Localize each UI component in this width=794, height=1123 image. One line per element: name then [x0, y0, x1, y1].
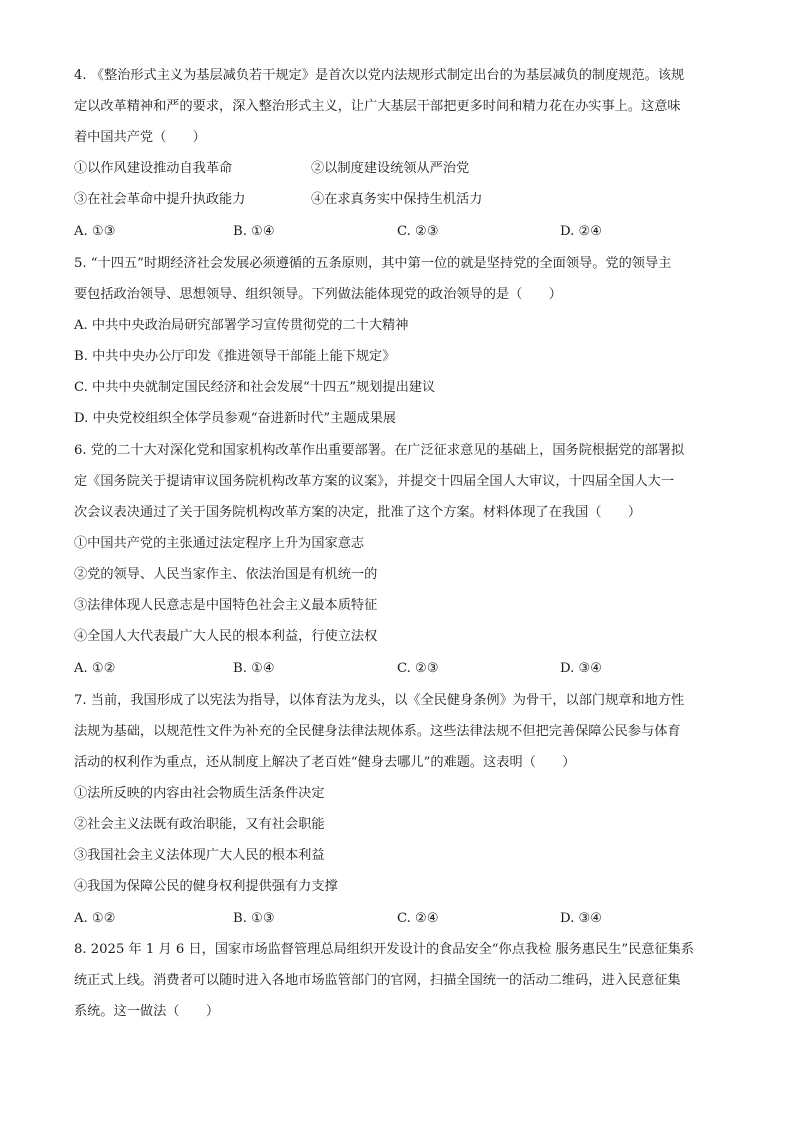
- q6-option-c: C. ②③: [397, 661, 439, 676]
- q6-item-4: ④全国人大代表最广大人民的根本利益，行使立法权: [74, 629, 378, 644]
- q6-item-2: ②党的领导、人民当家作主、依法治国是有机统一的: [74, 567, 378, 582]
- q4-option-a: A. ①③: [74, 224, 116, 239]
- q4-item-2: ②以制度建设统领从严治党: [311, 161, 470, 176]
- q4-item-4: ④在求真务实中保持生机活力: [311, 192, 483, 207]
- q5-stem-line-2: 要包括政治领导、思想领导、组织领导。下列做法能体现党的政治领导的是（ ）: [74, 287, 562, 302]
- q4-stem-line-3: 着中国共产党（ ）: [74, 130, 206, 145]
- q6-stem-line-2: 定《国务院关于提请审议国务院机构改革方案的议案》，并提交十四届全国人大审议，十四届全国人大一: [74, 474, 675, 489]
- q7-option-d: D. ③④: [560, 911, 603, 926]
- q7-stem-line-1: 7. 当前，我国形成了以宪法为指导，以体育法为龙头，以《全民健身条例》为骨干，以部门规章和地方性: [74, 693, 685, 708]
- q6-option-b: B. ①④: [233, 661, 275, 676]
- q5-choice-a: A. 中共中央政治局研究部署学习宣传贯彻党的二十大精神: [74, 318, 409, 333]
- q8-stem-line-2: 统正式上线。消费者可以随时进入各地市场监管部门的官网，扫描全国统一的活动二维码，进入民意征集: [74, 973, 681, 988]
- q7-item-4: ④我国为保障公民的健身权利提供强有力支撑: [74, 879, 338, 894]
- q6-stem-line-3: 次会议表决通过了关于国务院机构改革方案的决定，批准了这个方案。材料体现了在我国（ ）: [74, 505, 642, 520]
- q7-option-c: C. ②④: [397, 911, 439, 926]
- q5-choice-c: C. 中共中央就制定国民经济和社会发展“十四五”规划提出建议: [74, 380, 436, 395]
- q7-item-1: ①法所反映的内容由社会物质生活条件决定: [74, 786, 325, 801]
- q6-item-3: ③法律体现人民意志是中国特色社会主义最本质特征: [74, 598, 378, 613]
- q6-stem-line-1: 6. 党的二十大对深化党和国家机构改革作出重要部署。在广泛征求意见的基础上，国务院根据党的部署拟: [74, 443, 685, 458]
- q7-option-a: A. ①②: [74, 911, 116, 926]
- q5-stem-line-1: 5. “十四五”时期经济社会发展必须遵循的五条原则，其中第一位的就是坚持党的全面领导。党的领导主: [74, 256, 672, 271]
- q6-option-d: D. ③④: [560, 661, 603, 676]
- q7-option-b: B. ①③: [233, 911, 275, 926]
- q8-stem-line-3: 系统。这一做法（ ）: [74, 1004, 220, 1019]
- q7-item-2: ②社会主义法既有政治职能，又有社会职能: [74, 817, 325, 832]
- q4-item-1: ①以作风建设推动自我革命: [74, 161, 233, 176]
- q4-item-3: ③在社会革命中提升执政能力: [74, 192, 246, 207]
- q6-option-a: A. ①②: [74, 661, 116, 676]
- q5-choice-b: B. 中共中央办公厅印发《推进领导干部能上能下规定》: [74, 349, 396, 364]
- q5-choice-d: D. 中央党校组织全体学员参观“奋进新时代”主题成果展: [74, 411, 397, 426]
- q4-stem-line-2: 定以改革精神和严的要求，深入整治形式主义，让广大基层干部把更多时间和精力花在办实事上。这意味: [74, 99, 681, 114]
- q4-option-d: D. ②④: [560, 224, 603, 239]
- q7-item-3: ③我国社会主义法体现广大人民的根本利益: [74, 848, 325, 863]
- q7-stem-line-3: 活动的权利作为重点，还从制度上解决了老百姓“健身去哪儿”的难题。这表明（ ）: [74, 755, 576, 770]
- q4-stem-line-1: 4. 《整治形式主义为基层减负若干规定》是首次以党内法规形式制定出台的为基层减负的制度规范。该规: [74, 68, 685, 83]
- q4-option-b: B. ①④: [233, 224, 275, 239]
- q8-stem-line-1: 8. 2025 年 1 月 6 日，国家市场监督管理总局组织开发设计的食品安全“你点我检 服务惠民生”民意征集系: [74, 942, 695, 957]
- q7-stem-line-2: 法规为基础，以规范性文件为补充的全民健身法律法规体系。这些法律法规不但把完善保障公民参与体育: [74, 724, 681, 739]
- q4-option-c: C. ②③: [397, 224, 439, 239]
- q6-item-1: ①中国共产党的主张通过法定程序上升为国家意志: [74, 536, 365, 551]
